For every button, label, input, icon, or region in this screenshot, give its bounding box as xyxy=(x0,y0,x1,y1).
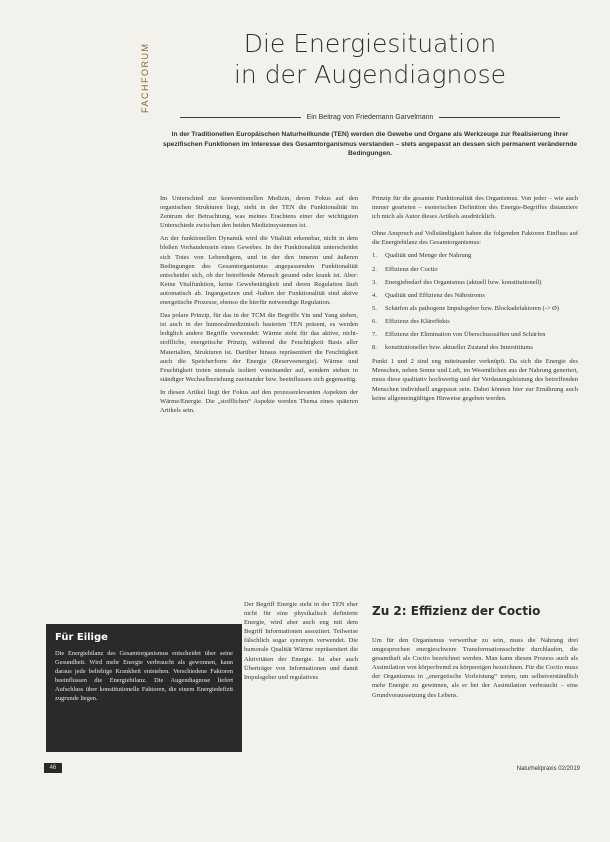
column-right-lower xyxy=(372,636,578,704)
summary-box-text: Die Energiebilanz des Gesamtorganismus entscheidet über seine Gesundheit. Wird mehr Energie verbraucht als gewonnen, kann daraus jede beliebige Krankheit entstehen. Verschiedene Faktoren beeinflussen die Energiebilanz. Die Augendiagnose liefert Aufschluss über konstitutionelle Faktoren, die einem Energiedefizit zugrunde liegen. xyxy=(55,650,233,702)
paragraph: Im Unterschied zur konventionellen Medizin, deren Fokus auf den organischen Strukturen liegt, steht in der TEN die Funktionalität im Zentrum der Betrachtung, was meines Erachtens einer der wichtigsten Unterschiede zwischen den beiden Medizinsystemen ist. xyxy=(160,195,358,230)
page-number: 46 xyxy=(44,763,62,773)
column-right xyxy=(372,194,578,407)
list-item: 2. Effizienz der Coctio xyxy=(372,265,438,273)
byline-text: Ein Beitrag von Friedemann Garvelmann xyxy=(306,113,434,121)
paragraph: An der funktionellen Dynamik wird die Vitalität erkennbar, nicht in dem bloßen Vorhandensein eines Gewebes. In der Funktionalität unterscheidet sich Totes von Lebendigem, und in der den inneren und äußeren Bedingungen des Gesamtorganismus angepassenden Funktionalität entscheidet sich, ob der betreffende Mensch gesund oder krank ist. Aber: Keine Vitalfunktion, keine Gewebetätigkeit und deren Regulation läuft automatisch ab. Ingangsetzen und -halten der Funktionalität sind aktive energetische Prozesse, ebenso die hierfür notwendige Regulation. xyxy=(160,235,358,307)
list-item: 8. konstitutioneller bzw. aktueller Zustand des Interstitiums xyxy=(372,344,533,352)
list-item: 4. Qualität und Effizienz des Nährstroms xyxy=(372,291,485,299)
paragraph: Punkt 1 und 2 sind eng miteinander verknüpft. Da sich die Energie des Menschen, neben Sonne und Luft, im Wesentlichen aus der Nahrung generiert, muss diese qualitativ hochwertig und der Verdauungsleistung des betreffenden Menschen individuell angepasst sein. Dabei können hier zur Ernährung auch keine allgemeingültigen Hinweise gegeben werden. xyxy=(372,358,578,402)
summary-box xyxy=(46,624,242,752)
article-title xyxy=(180,28,560,90)
factor-list xyxy=(372,251,578,352)
byline xyxy=(180,111,560,123)
title-line-1: Die Energiesituation xyxy=(243,29,497,58)
lead-paragraph: In der Traditionellen Europäischen Naturheilkunde (TEN) werden die Gewebe und Organe als Werkzeuge zur Realisierung ihrer spezifischen Funktionen im Interesse des Gesamtorganismus verstanden – stets angepasst an dessen sich permanent verändernde Bedingungen. xyxy=(162,131,578,157)
section-label: FACHFORUM xyxy=(140,42,150,113)
title-line-2: in der Augendiagnose xyxy=(233,60,507,89)
summary-box-title: Für Eilige xyxy=(55,632,108,643)
paragraph: Ohne Anspruch auf Vollständigkeit haben die folgenden Faktoren Einfluss auf die Energiebilanz des Gesamtorganismus: xyxy=(372,230,578,247)
paragraph: Um für den Organismus verwertbar zu sein, muss die Nahrung drei umgesprochen energieschwere Transformationsschritte durchlaufen, die gesamthaft als Coctio bezeichnet werden. Man kann diesen Prozess auch als Assimilation von körperfremd zu körpereigen bezeichnen. Für die Coctio muss der Organismus in „energetische Vorleistung“ treten, um selbstverständlich mehr Energie zu gewinnen, als er bei der Assimilation verbraucht – eine Grundvoraussetzung des Lebens. xyxy=(372,637,578,699)
footer-publication: Naturheilpraxis 02/2019 xyxy=(516,766,580,772)
list-item: 1. Qualität und Menge der Nahrung xyxy=(372,252,472,260)
paragraph: Prinzip für die gesamte Funktionalität des Organismus. Von jeder – wie auch immer gearteten – esoterischen Definition des Energie-Begriffes distanziere ich mich als Autor dieses Artikels ausdrücklich. xyxy=(372,195,578,221)
paragraph: Der Begriff Energie steht in der TEN eher nicht für eine physikalisch definierte Energie, wird aber auch eng mit dem Begriff Informationen assoziiert. Teilweise fälschlich sogar synonym verwendet. Die humorale Qualität Wärme repräsentiert die Aktivitäten der Energie. Ist aber auch Überträger von Informationen und damit Impulsgeber und regulatives xyxy=(244,601,358,681)
list-item: 7. Effizienz der Elimination von Überschusssäften und Schärfen xyxy=(372,331,546,339)
paragraph: Das polare Prinzip, für das in der TCM die Begriffe Yin und Yang stehen, ist auch in der humoralmedizinisch basierten TEN präsent, es werden lediglich andere Begriffe verwendet: Wärme steht für das aktive, nicht-stoffliche, energetische Prinzip, während die Feuchtigkeit Basis aller Materialien, Strukturen ist. Darüber hinaus repräsentiert die Feuchtigkeit auch die Speicherform der Energie (Reserveenergie). Wärme und Feuchtigkeit treten niemals isoliert voneinander auf, sondern stehen in ständiger Wechselbeziehung zueinander bzw. beeinflussen sich gegenseitig. xyxy=(160,312,358,383)
list-item: 5. Schärfen als pathogene Impulsgeber bzw. Blockadefaktoren (-> Ø) xyxy=(372,304,559,312)
column-left xyxy=(160,194,358,419)
byline-rule-right xyxy=(439,117,560,118)
paragraph: In diesen Artikel liegt der Fokus auf den prozessrelevanten Aspekten der Wärme/Energie. Die „stofflichen“ Aspekte werden Thema eines späteren Artikels sein. xyxy=(160,388,358,415)
list-item: 3. Energiebedarf des Organismus (aktuell bzw. konstitutionell) xyxy=(372,278,542,286)
list-item: 6. Effizienz des Kläreffekts xyxy=(372,317,450,325)
section-heading: Zu 2: Effizienz der Coctio xyxy=(372,604,541,618)
byline-rule-left xyxy=(180,117,301,118)
